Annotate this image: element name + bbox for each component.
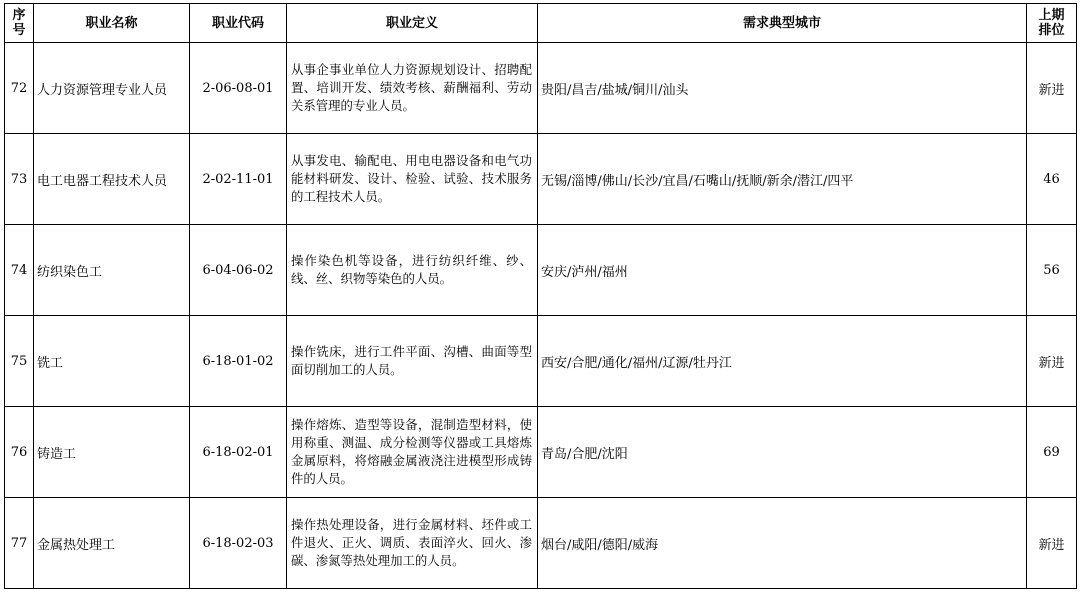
header-no [5,4,34,43]
cell-no: 73 [5,134,34,225]
header-definition: 职业定义 [287,4,538,43]
header-rank [1027,4,1077,43]
cell-code: 6-04-06-02 [190,225,287,316]
cell-code: 6-18-01-02 [190,316,287,407]
cell-code: 6-18-02-01 [190,407,287,498]
table-header-row [5,4,1077,43]
cell-definition: 操作铣床，进行工件平面、沟槽、曲面等型面切削加工的人员。 [287,316,538,407]
header-code: 职业代码 [190,4,287,43]
cell-cities: 安庆/泸州/福州 [538,225,1027,316]
cell-name: 人力资源管理专业人员 [34,43,190,134]
occupation-table [4,3,1077,589]
header-cities: 需求典型城市 [538,4,1027,43]
cell-definition: 操作染色机等设备，进行纺织纤维、纱、线、丝、织物等染色的人员。 [287,225,538,316]
cell-rank: 新进 [1027,316,1077,407]
cell-code: 2-06-08-01 [190,43,287,134]
cell-name: 铣工 [34,316,190,407]
cell-rank: 46 [1027,134,1077,225]
cell-no: 74 [5,225,34,316]
cell-no: 75 [5,316,34,407]
header-no-line-2: 号 [12,23,26,38]
cell-definition: 操作热处理设备，进行金属材料、坯件或工件退火、正火、调质、表面淬火、回火、渗碳、渗氮等热处理加工的人员。 [287,498,538,589]
table-row [5,316,1077,407]
cell-definition: 操作熔炼、造型等设备，混制造型材料，使用称重、测温、成分检测等仪器或工具熔炼金属原料，将熔融金属液浇注进模型形成铸件的人员。 [287,407,538,498]
cell-cities: 烟台/咸阳/德阳/威海 [538,498,1027,589]
table-row [5,225,1077,316]
cell-rank: 新进 [1027,43,1077,134]
cell-definition: 从事企事业单位人力资源规划设计、招聘配置、培训开发、绩效考核、薪酬福利、劳动关系管理的专业人员。 [287,43,538,134]
cell-name: 电工电器工程技术人员 [34,134,190,225]
cell-name: 铸造工 [34,407,190,498]
cell-cities: 西安/合肥/通化/福州/辽源/牡丹江 [538,316,1027,407]
cell-rank: 新进 [1027,498,1077,589]
table-row [5,407,1077,498]
cell-code: 6-18-02-03 [190,498,287,589]
header-rank-line-2: 排位 [1038,23,1065,38]
cell-no: 77 [5,498,34,589]
cell-definition: 从事发电、输配电、用电电器设备和电气功能材料研发、设计、检验、试验、技术服务的工程技术人员。 [287,134,538,225]
header-rank-line-1: 上期 [1038,8,1065,23]
cell-no: 76 [5,407,34,498]
cell-no: 72 [5,43,34,134]
table-row [5,134,1077,225]
cell-name: 纺织染色工 [34,225,190,316]
cell-rank: 69 [1027,407,1077,498]
cell-name: 金属热处理工 [34,498,190,589]
cell-cities: 无锡/淄博/佛山/长沙/宜昌/石嘴山/抚顺/新余/潜江/四平 [538,134,1027,225]
table-row [5,498,1077,589]
header-name: 职业名称 [34,4,190,43]
cell-cities: 贵阳/昌吉/盐城/铜川/汕头 [538,43,1027,134]
cell-rank: 56 [1027,225,1077,316]
cell-cities: 青岛/合肥/沈阳 [538,407,1027,498]
table-row [5,43,1077,134]
header-no-line-1: 序 [12,8,26,23]
cell-code: 2-02-11-01 [190,134,287,225]
